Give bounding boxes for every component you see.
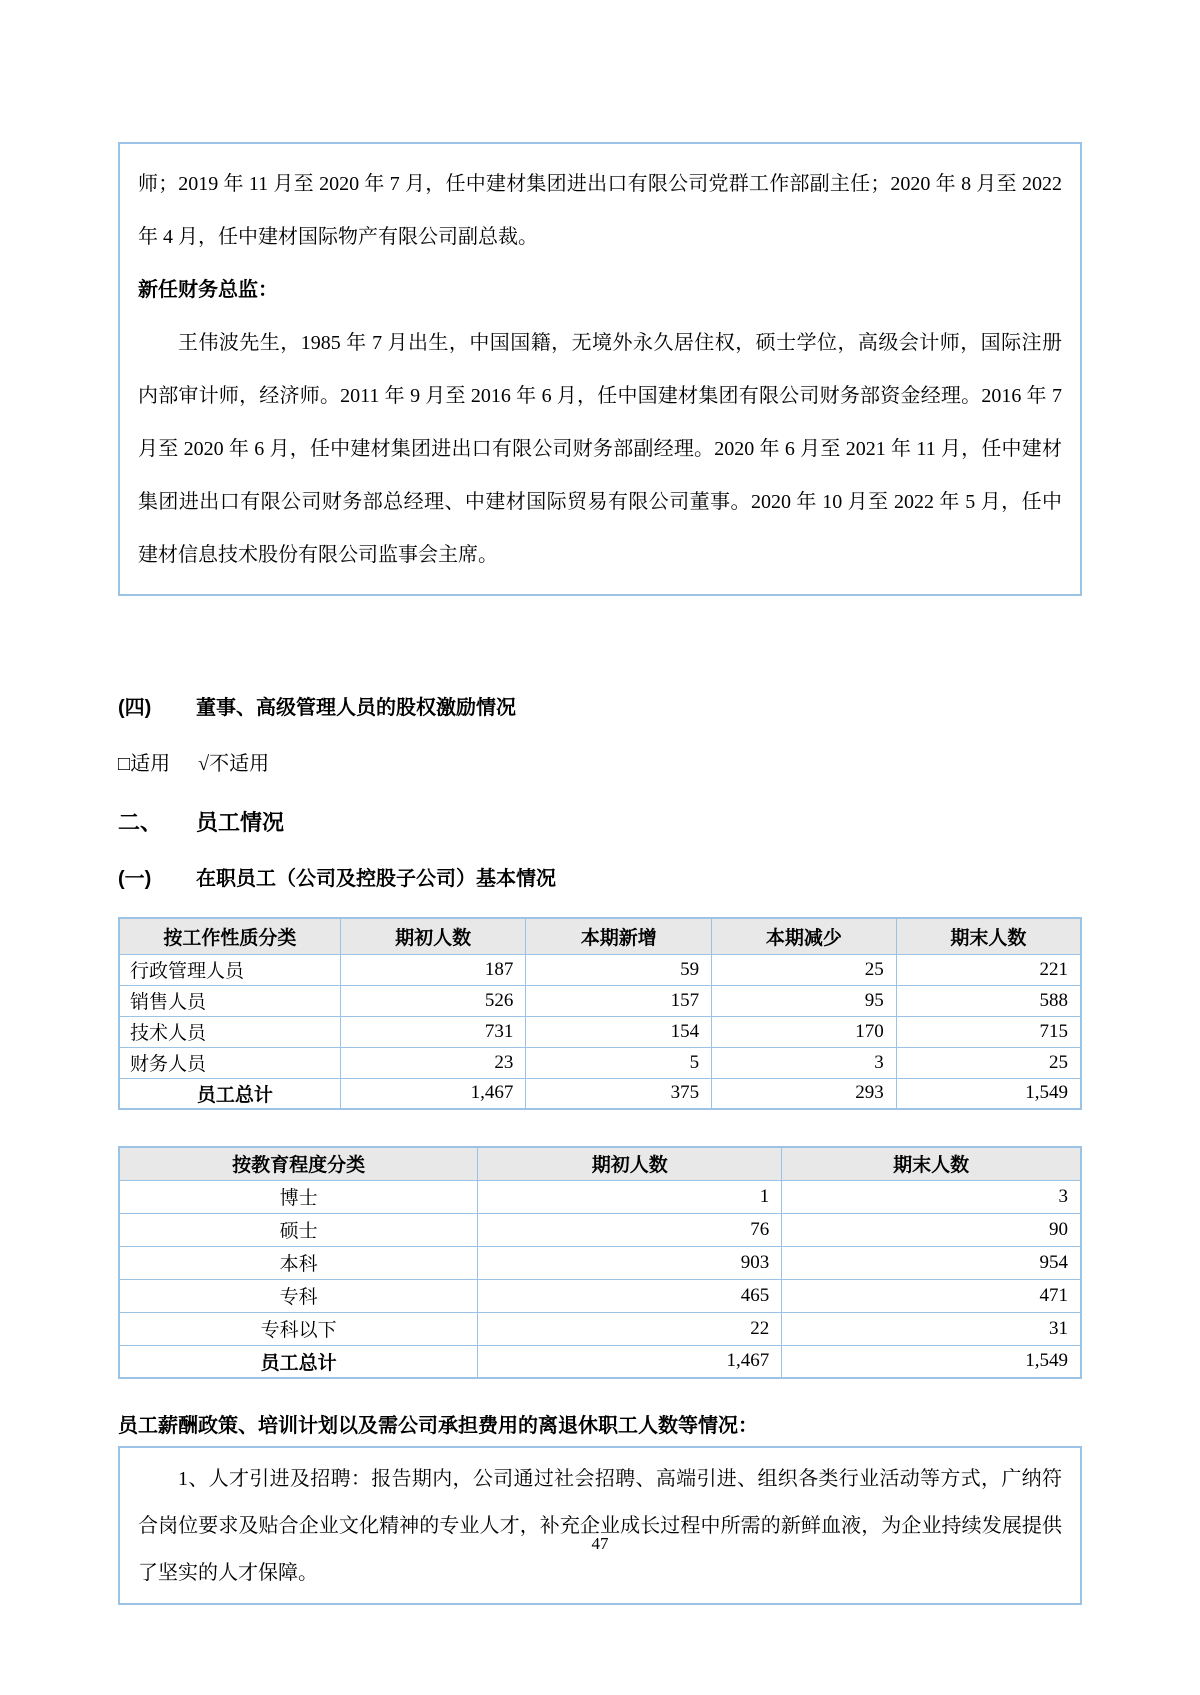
total-label: 员工总计 [119,1078,340,1109]
cell-value: 903 [478,1246,782,1279]
applicability-line [118,747,1082,776]
salary-policy-heading: 员工薪酬政策、培训计划以及需公司承担费用的离退休职工人数等情况： [118,1415,758,1437]
cell-value: 76 [478,1213,782,1246]
cell-value: 22 [478,1312,782,1345]
table-row [119,1246,1081,1279]
row-label: 硕士 [119,1213,478,1246]
cell-value: 715 [896,1016,1081,1047]
column-header: 按教育程度分类 [119,1147,478,1180]
cell-value: 3 [712,1047,897,1078]
cell-value: 1 [478,1180,782,1213]
table-row [119,985,1081,1016]
table-header-row [119,918,1081,954]
section-employees-1-number: (一) [118,868,152,890]
row-label: 博士 [119,1180,478,1213]
section-employees-title: 员工情况 [196,810,285,835]
page-number: 47 [591,1534,609,1553]
cell-value: 731 [340,1016,526,1047]
policy-text-box [118,1446,1082,1605]
total-label: 员工总计 [119,1345,478,1378]
table-row [119,1180,1081,1213]
table-row [119,1312,1081,1345]
cell-value: 3 [782,1180,1081,1213]
table-row [119,1213,1081,1246]
row-label: 销售人员 [119,985,340,1016]
cell-value: 170 [712,1016,897,1047]
cell-value: 90 [782,1213,1081,1246]
section-employees-1-heading [118,862,1082,891]
bio-text-box [118,142,1082,596]
row-label: 财务人员 [119,1047,340,1078]
cell-value: 25 [712,954,897,985]
column-header: 期初人数 [478,1147,782,1180]
total-value: 1,467 [478,1345,782,1378]
column-header: 本期减少 [712,918,897,954]
row-label: 本科 [119,1246,478,1279]
section-employees-heading [118,806,1082,837]
cell-value: 526 [340,985,526,1016]
table-row [119,954,1081,985]
employees-by-role-table [118,917,1082,1110]
employees-by-education-table [118,1146,1082,1379]
cell-value: 157 [526,985,712,1016]
total-value: 1,467 [340,1078,526,1109]
row-label: 技术人员 [119,1016,340,1047]
row-label: 专科以下 [119,1312,478,1345]
cell-value: 95 [712,985,897,1016]
page-content [118,142,1082,1605]
section-4-heading [118,691,1082,720]
section-employees-1-title: 在职员工（公司及控股子公司）基本情况 [196,868,556,890]
row-label: 行政管理人员 [119,954,340,985]
bio-paragraph-cfo: 王伟波先生，1985 年 7 月出生，中国国籍，无境外永久居住权，硕士学位，高级会计师，国际注册内部审计师，经济师。2011 年 9 月至 2016 年 6 月，任中国建材集团有限公司财务部资金经理。2016 年 7 月至 2020 年 6 月，任中建材集团进出口有限公司财务部副经理。2020 年 6 月至 2021 年 11 月，任中建材集团进出口有限公司财务部总经理、中建材国际贸易有限公司董事。2020 年 10 月至 2022 年 5 月，任中建材信息技术股份有限公司监事会主席。 [138,332,1062,566]
new-cfo-heading: 新任财务总监： [138,279,278,301]
column-header: 本期新增 [526,918,712,954]
cell-value: 59 [526,954,712,985]
column-header: 期末人数 [782,1147,1081,1180]
table-total-row [119,1078,1081,1109]
cell-value: 154 [526,1016,712,1047]
section-employees-number: 二、 [118,810,163,835]
table-total-row [119,1345,1081,1378]
total-value: 293 [712,1078,897,1109]
table-row [119,1279,1081,1312]
cell-value: 221 [896,954,1081,985]
column-header: 期初人数 [340,918,526,954]
cell-value: 954 [782,1246,1081,1279]
cell-value: 25 [896,1047,1081,1078]
cell-value: 187 [340,954,526,985]
row-label: 专科 [119,1279,478,1312]
table-header-row [119,1147,1081,1180]
cell-value: 471 [782,1279,1081,1312]
applicable-checkbox-label: □适用 [118,753,171,775]
column-header: 按工作性质分类 [119,918,340,954]
cell-value: 31 [782,1312,1081,1345]
cell-value: 23 [340,1047,526,1078]
total-value: 1,549 [896,1078,1081,1109]
not-applicable-check-label: √不适用 [198,753,270,775]
cell-value: 5 [526,1047,712,1078]
section-4-title: 董事、高级管理人员的股权激励情况 [196,697,516,719]
cell-value: 588 [896,985,1081,1016]
table-row [119,1016,1081,1047]
column-header: 期末人数 [896,918,1081,954]
total-value: 1,549 [782,1345,1081,1378]
section-4-number: (四) [118,697,152,719]
total-value: 375 [526,1078,712,1109]
table-row [119,1047,1081,1078]
bio-paragraph-continuation: 师；2019 年 11 月至 2020 年 7 月，任中建材集团进出口有限公司党群工作部副主任；2020 年 8 月至 2022 年 4 月，任中建材国际物产有限公司副总裁。 [138,173,1062,248]
cell-value: 465 [478,1279,782,1312]
policy-paragraph: 1、人才引进及招聘：报告期内，公司通过社会招聘、高端引进、组织各类行业活动等方式，广纳符合岗位要求及贴合企业文化精神的专业人才，补充企业成长过程中所需的新鲜血液，为企业持续发展提供了坚实的人才保障。 [138,1468,1062,1584]
